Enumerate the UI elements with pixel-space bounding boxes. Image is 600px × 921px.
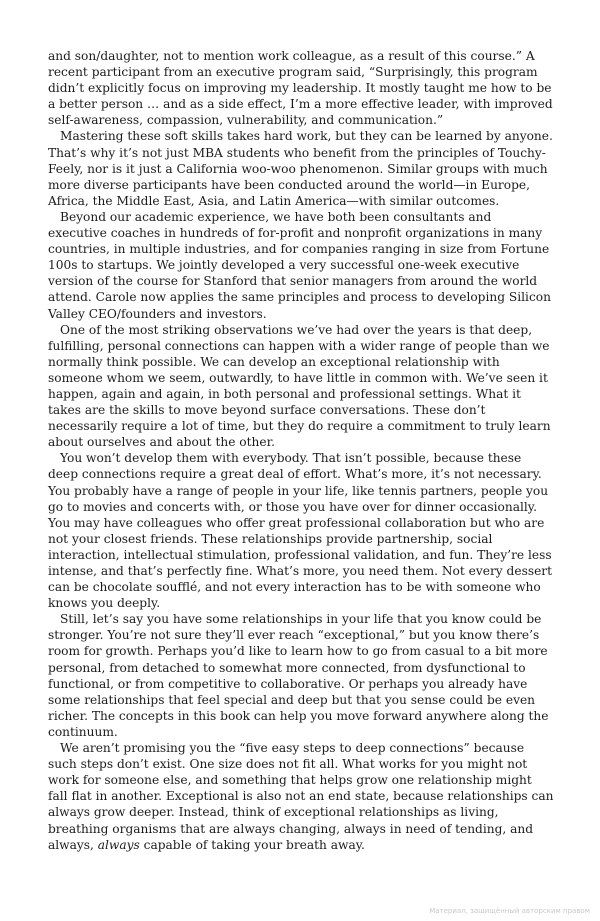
paragraph-7-italic: always <box>97 837 140 852</box>
paragraph-7 <box>48 740 554 853</box>
paragraph-1: and son/daughter, not to mention work colleague, as a result of this course.” A recent participant from an executive program said, “Surprisingly, this program didn’t explicitly focus on improving my leadership. It mostly taught me how to be a better person … and as a side effect, I’m a more effective leader, with improved self-awareness, compassion, vulnerability, and communication.” <box>48 49 553 128</box>
paragraph-6: Still, let’s say you have some relationships in your life that you know could be stronger. You’re not sure they’ll ever reach “exceptional,” but you know there’s room for growth. Perhaps you’d like to learn how to go from casual to a bit more personal, from detached to somewhat more connected, from dysfunctional to functional, or from competitive to collaborative. Or perhaps you already have some relationships that feel special and deep but that you sense could be even richer. The concepts in this book can help you move forward anywhere along the continuum. <box>48 612 549 739</box>
paragraph-7-text-b: capable of taking your breath away. <box>139 837 365 852</box>
paragraph-4: One of the most striking observations we’ve had over the years is that deep, fulfilling, personal connections can happen with a wider range of people than we normally think possible. We can develop an exceptional relationship with someone whom we seem, outwardly, to have little in common with. We’ve seen it happen, again and again, in both personal and professional settings. What it takes are the skills to move beyond surface conversations. These don’t necessarily require a lot of time, but they do require a commitment to truly learn about ourselves and about the other. <box>48 322 551 450</box>
paragraph-5: You won’t develop them with everybody. That isn’t possible, because these deep connections require a great deal of effort. What’s more, it’s not necessary. You probably have a range of people in your life, like tennis partners, people you go to movies and concerts with, or those you have over for dinner occasionally. You may have colleagues who offer great professional collaboration but who are not your closest friends. These relationships provide partnership, social interaction, intellectual stimulation, professional validation, and fun. They’re less intense, and that’s perfectly fine. What’s more, you need them. Not every dessert can be chocolate soufflé, and not every interaction has to be with someone who knows you deeply. <box>48 451 553 611</box>
paragraph-7-text-a: We aren’t promising you the “five easy steps to deep connections” because such steps don’t exist. One size does not fit all. What works for you might not work for someone else, and something that helps grow one relationship might fall flat in another. Exceptional is also not an end state, because relationships can always grow deeper. Instead, think of exceptional relationships as living, breathing organisms that are always changing, always in need of tending, and always, <box>48 741 554 852</box>
copyright-watermark: Материал, защищённый авторским правом <box>429 907 590 915</box>
paragraph-2: Mastering these soft skills takes hard work, but they can be learned by anyone. That’s why it’s not just MBA students who benefit from the principles of Touchy-Feely, nor is it just a California woo-woo phenomenon. Similar groups with much more diverse participants have been conducted around the world—in Europe, Africa, the Middle East, Asia, and Latin America—with similar outcomes. <box>48 129 553 208</box>
book-page-body <box>48 48 554 853</box>
paragraph-3: Beyond our academic experience, we have both been consultants and executive coaches in hundreds of for-profit and nonprofit organizations in many countries, in multiple industries, and for companies ranging in size from Fortune 100s to startups. We jointly developed a very successful one-week executive version of the course for Stanford that senior managers from around the world attend. Carole now applies the same principles and process to developing Silicon Valley CEO/founders and investors. <box>48 209 551 321</box>
